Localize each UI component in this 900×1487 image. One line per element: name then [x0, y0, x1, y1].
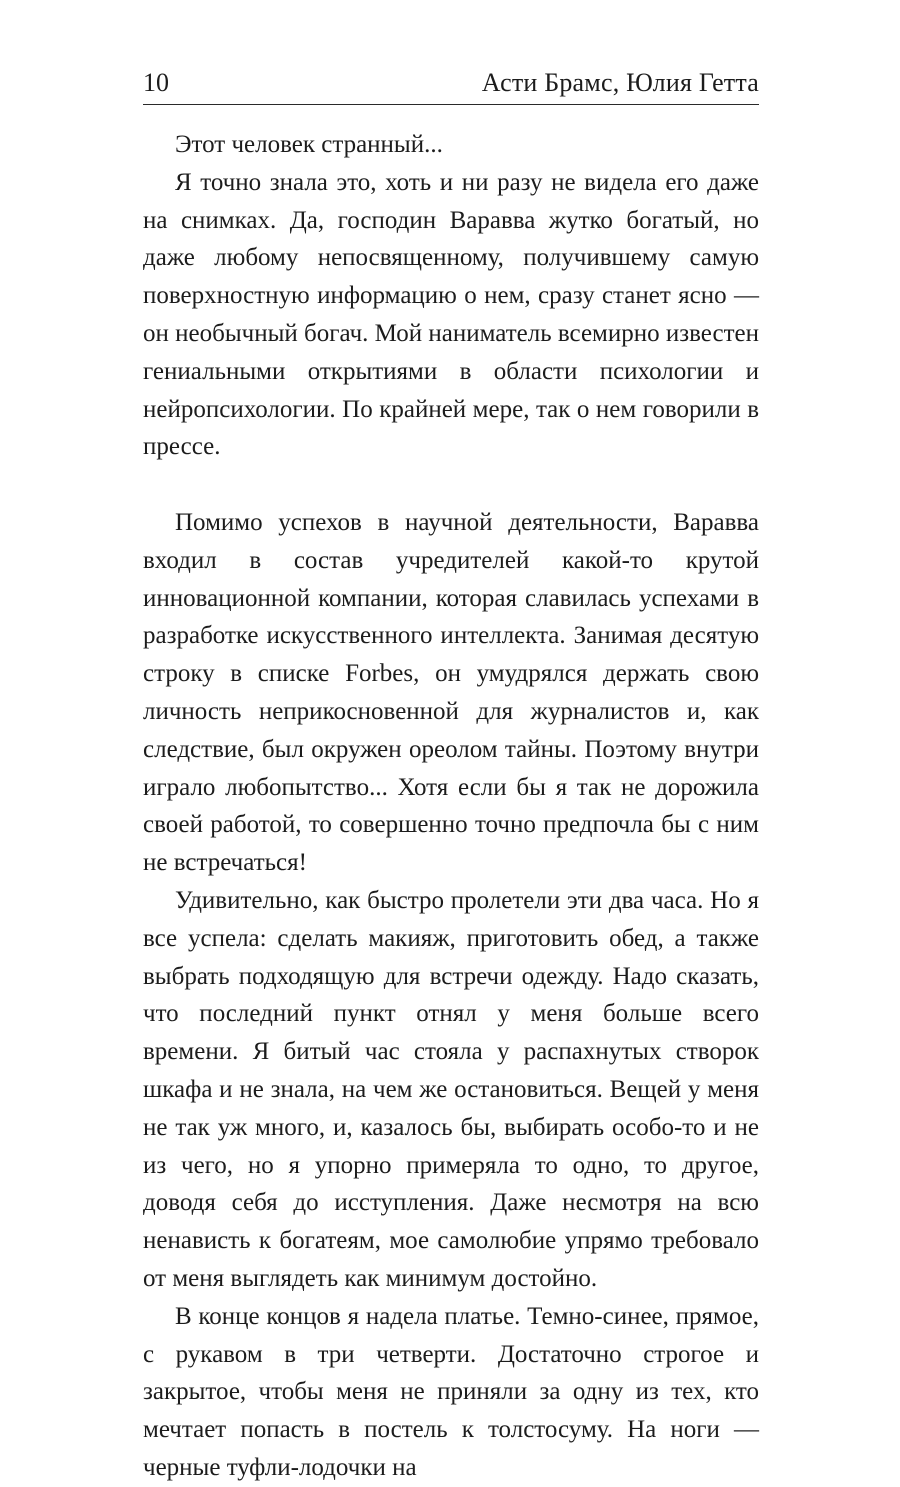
page-header — [143, 66, 759, 100]
paragraph: Я точно знала это, хоть и ни разу не видела его даже на снимках. Да, господин Варавва жутко богатый, но даже любому непосвященному, получившему самую поверхностную информацию о нем, сразу станет ясно — он необычный богач. Мой наниматель всемирно известен гениальными открытиями в области психологии и нейропсихологии. По крайней мере, так о нем говорили в прессе. — [143, 168, 759, 461]
page-number: 10 — [143, 68, 169, 97]
running-head-authors: Асти Брамс, Юлия Гетта — [481, 68, 759, 97]
body-text — [143, 126, 759, 1487]
paragraph: Помимо успехов в научной деятельности, Варавва входил в состав учредителей какой-то крутой инновационной компании, которая славилась успехами в разработке искусственного интеллекта. Занимая десятую строку в списке Forbes, он умудрялся держать свою личность неприкосновенной для журналистов и, как следствие, был окружен ореолом тайны. Поэтому внутри играло любопытство... Хотя если бы я так не дорожила своей работой, то совершенно точно предпочла бы с ним не встречаться! — [143, 508, 759, 877]
header-rule — [143, 104, 759, 105]
paragraph: В конце концов я надела платье. Темно-синее, прямое, с рукавом в три четверти. Достаточно строгое и закрытое, чтобы меня не приняли за одну из тех, кто мечтает попасть в постель к толстосуму. На ноги — черные туфли-лодочки на — [143, 1302, 759, 1481]
paragraph: Этот человек странный... — [175, 131, 443, 158]
paragraph: Удивительно, как быстро пролетели эти два часа. Но я все успела: сделать макияж, приготовить обед, а также выбрать подходящую для встречи одежду. Надо сказать, что последний пункт отнял у меня больше всего времени. Я битый час стояла у распахнутых створок шкафа и не знала, на чем же остановиться. Вещей у меня не так уж много, и, казалось бы, выбирать особо-то и не из чего, но я упорно примеряла то одно, то другое, доводя себя до исступления. Даже несмотря на всю ненависть к богатеям, мое самолюбие упрямо требовало от меня выглядеть как минимум достойно. — [143, 886, 759, 1292]
